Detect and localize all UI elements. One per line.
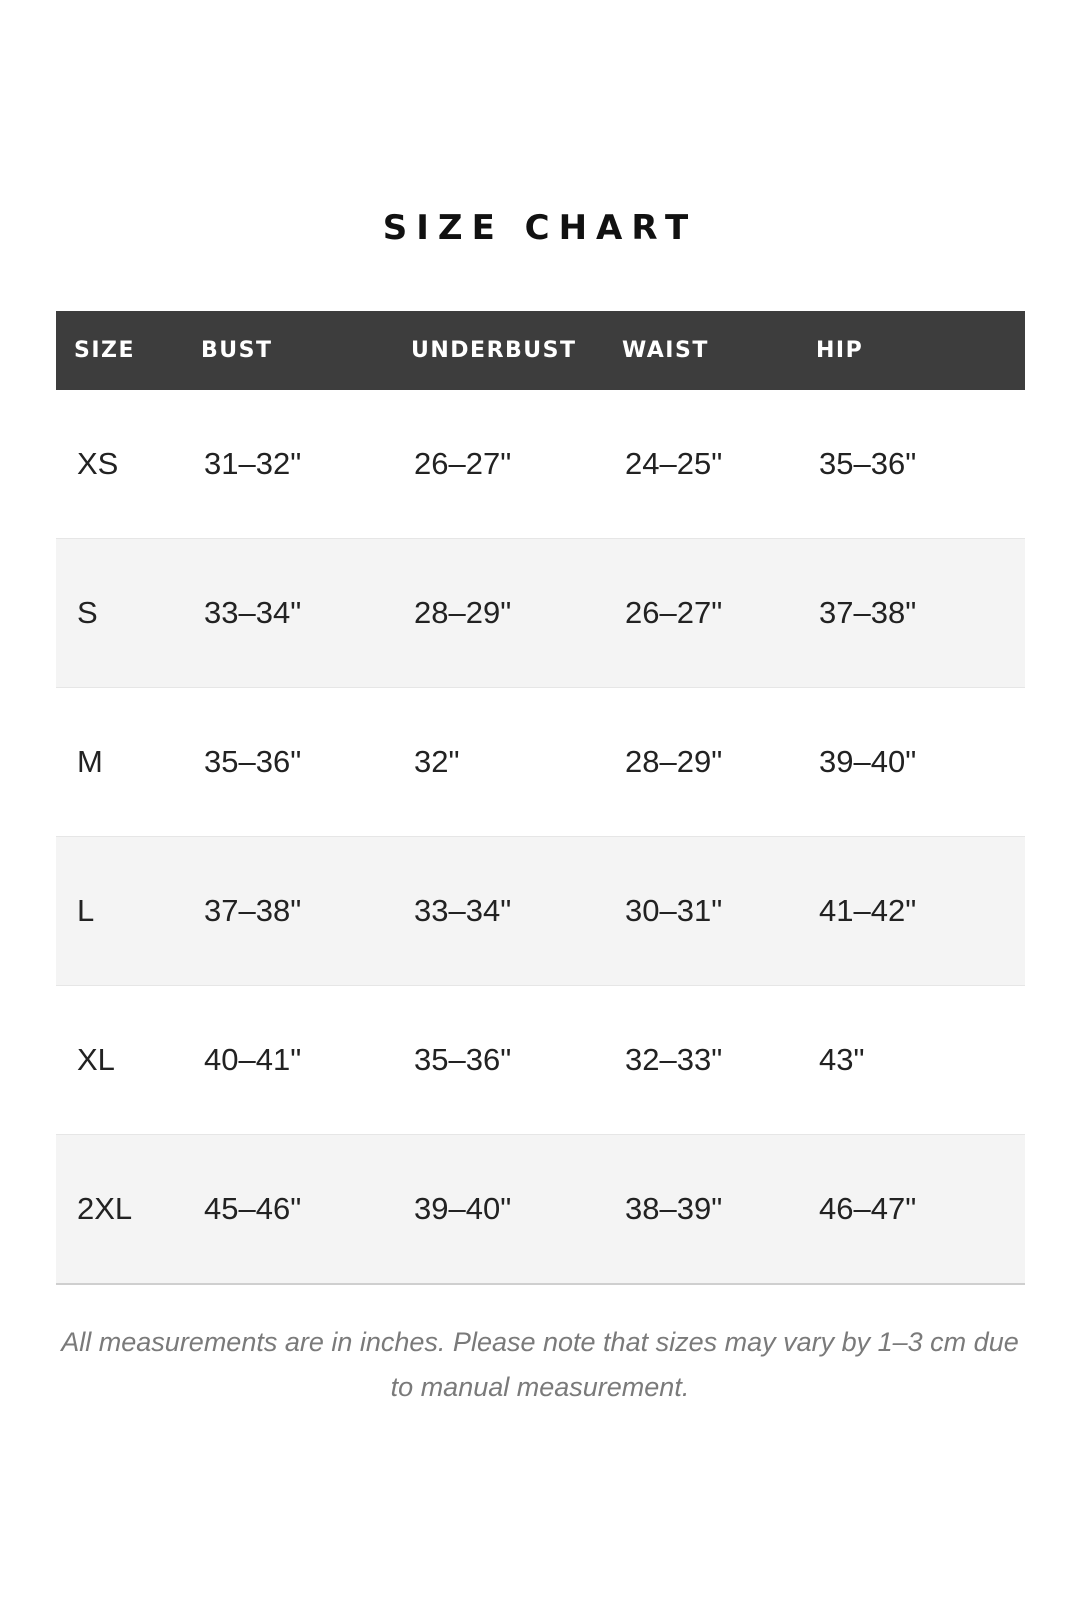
cell-bust: 45–46": [204, 1191, 302, 1226]
cell-size: XL: [77, 1042, 115, 1077]
cell-bust: 37–38": [204, 893, 302, 928]
table-row: [56, 539, 1025, 688]
size-chart-table: [56, 311, 1025, 1285]
cell-waist: 30–31": [625, 893, 723, 928]
cell-hip: 46–47": [819, 1191, 917, 1226]
cell-underbust: 35–36": [414, 1042, 512, 1077]
cell-underbust: 28–29": [414, 595, 512, 630]
cell-hip: 43": [819, 1042, 865, 1077]
cell-size: M: [77, 744, 103, 779]
table-row: [56, 986, 1025, 1135]
cell-bust: 31–32": [204, 446, 302, 481]
cell-waist: 38–39": [625, 1191, 723, 1226]
cell-hip: 41–42": [819, 893, 917, 928]
cell-bust: 35–36": [204, 744, 302, 779]
cell-hip: 37–38": [819, 595, 917, 630]
column-header-hip: HIP: [816, 338, 864, 363]
cell-hip: 35–36": [819, 446, 917, 481]
cell-waist: 28–29": [625, 744, 723, 779]
table-row: [56, 1135, 1025, 1285]
cell-underbust: 39–40": [414, 1191, 512, 1226]
cell-waist: 26–27": [625, 595, 723, 630]
cell-size: XS: [77, 446, 119, 481]
cell-size: 2XL: [77, 1191, 133, 1226]
cell-waist: 32–33": [625, 1042, 723, 1077]
cell-bust: 40–41": [204, 1042, 302, 1077]
cell-size: S: [77, 595, 98, 630]
column-header-underbust: UNDERBUST: [411, 338, 577, 363]
cell-underbust: 33–34": [414, 893, 512, 928]
page-title: SIZE CHART: [382, 208, 698, 248]
table-row: [56, 688, 1025, 837]
cell-underbust: 32": [414, 744, 460, 779]
cell-waist: 24–25": [625, 446, 723, 481]
table-row: [56, 390, 1025, 539]
column-header-waist: WAIST: [622, 338, 709, 363]
cell-hip: 39–40": [819, 744, 917, 779]
column-header-bust: BUST: [201, 338, 273, 363]
table-header-row: [56, 311, 1025, 390]
table-row: [56, 837, 1025, 986]
cell-bust: 33–34": [204, 595, 302, 630]
cell-underbust: 26–27": [414, 446, 512, 481]
column-header-size: SIZE: [74, 338, 136, 363]
measurement-note: All measurements are in inches. Please note that sizes may vary by 1–3 cm due to manual measurement.: [61, 1327, 1019, 1402]
cell-size: L: [77, 893, 95, 928]
